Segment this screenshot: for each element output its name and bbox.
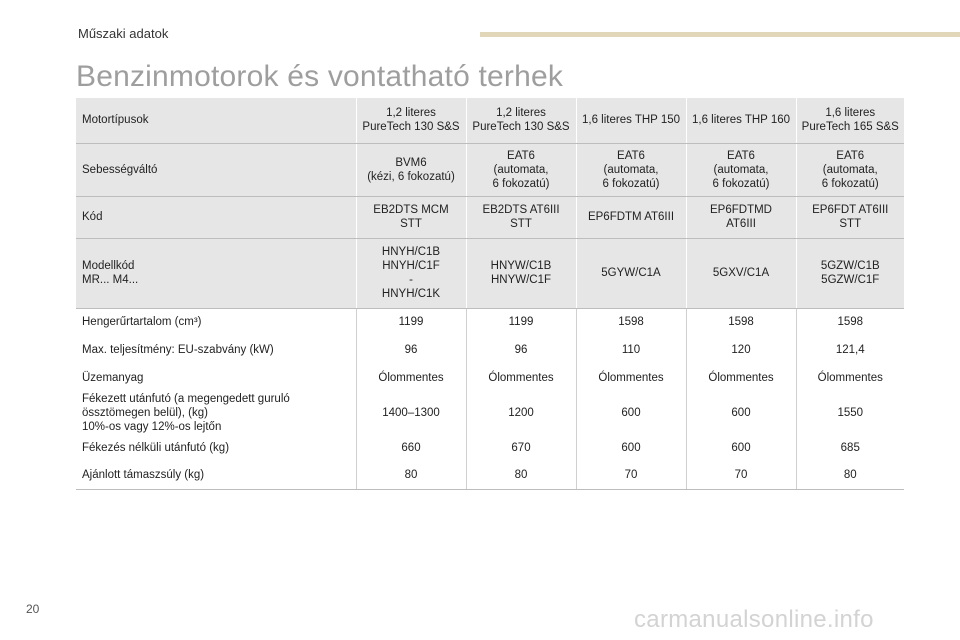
cell-text: HNYW/C1F bbox=[490, 274, 552, 286]
spec-cell bbox=[796, 308, 904, 336]
cell-text: 10%-os vagy 12%-os lejtőn bbox=[82, 421, 222, 433]
cell-text: 600 bbox=[731, 407, 751, 419]
cell-text: 1200 bbox=[508, 407, 534, 419]
spec-cell bbox=[466, 308, 576, 336]
spec-cell bbox=[796, 434, 904, 461]
engine-spec-table bbox=[76, 98, 904, 490]
spec-cell bbox=[466, 392, 576, 434]
cell-text: HNYH/C1B bbox=[381, 246, 441, 258]
page-title: Benzinmotorok és vontatható terhek bbox=[76, 60, 564, 93]
spec-cell bbox=[466, 238, 576, 308]
cell-text: 6 fokozatú) bbox=[821, 177, 879, 190]
cell-text: PureTech 165 S&S bbox=[801, 121, 899, 134]
table-row bbox=[76, 336, 904, 363]
spec-cell bbox=[686, 363, 796, 392]
cell-text: 6 fokozatú) bbox=[602, 177, 660, 190]
cell-text: 600 bbox=[621, 441, 641, 454]
cell-text: BVM6 bbox=[395, 156, 427, 169]
header-bar bbox=[480, 32, 960, 37]
spec-cell bbox=[686, 434, 796, 461]
cell-text: 80 bbox=[843, 468, 857, 481]
spec-cell bbox=[796, 336, 904, 363]
cell-text: (automata, bbox=[603, 163, 659, 176]
row-label bbox=[76, 336, 356, 363]
cell-text: 1,6 literes THP 160 bbox=[691, 114, 791, 127]
cell-text: PureTech 130 S&S bbox=[472, 121, 570, 134]
page-number: 20 bbox=[26, 602, 40, 616]
spec-cell bbox=[356, 392, 466, 434]
spec-cell bbox=[356, 461, 466, 489]
spec-cell bbox=[356, 98, 466, 143]
spec-cell bbox=[796, 238, 904, 308]
cell-text: Motortípusok bbox=[82, 114, 149, 127]
spec-cell bbox=[576, 461, 686, 489]
cell-text: EB2DTS AT6III bbox=[482, 204, 560, 216]
spec-cell bbox=[466, 196, 576, 238]
cell-text: STT bbox=[400, 218, 422, 230]
spec-cell bbox=[576, 336, 686, 363]
row-label bbox=[76, 98, 356, 143]
spec-cell bbox=[796, 461, 904, 489]
cell-text: 660 bbox=[401, 441, 421, 454]
cell-text: Ólommentes bbox=[488, 371, 554, 384]
cell-text: 6 fokozatú) bbox=[492, 177, 550, 190]
spec-cell bbox=[576, 363, 686, 392]
table-row bbox=[76, 143, 904, 196]
spec-cell bbox=[466, 434, 576, 461]
cell-text: 1598 bbox=[837, 316, 864, 329]
spec-cell bbox=[686, 143, 796, 196]
cell-text: Ólommentes bbox=[708, 371, 774, 384]
cell-text: EB2DTS MCM bbox=[373, 204, 449, 216]
cell-text: 1,6 literes THP 150 bbox=[581, 114, 681, 127]
cell-text: 5GYW/C1A bbox=[601, 267, 661, 279]
cell-text: - bbox=[409, 274, 413, 286]
cell-text: 96 bbox=[404, 343, 418, 356]
row-label bbox=[76, 434, 356, 461]
spec-cell bbox=[576, 238, 686, 308]
cell-text: 1598 bbox=[728, 316, 754, 329]
spec-cell bbox=[686, 308, 796, 336]
cell-text: EAT6 bbox=[727, 149, 755, 162]
spec-cell bbox=[356, 363, 466, 392]
row-label bbox=[76, 308, 356, 336]
table-row bbox=[76, 98, 904, 143]
cell-text: EAT6 bbox=[836, 149, 865, 162]
cell-text: STT bbox=[510, 218, 532, 230]
cell-text: 1199 bbox=[508, 316, 534, 329]
table-row bbox=[76, 308, 904, 336]
spec-cell bbox=[466, 336, 576, 363]
spec-cell bbox=[356, 434, 466, 461]
cell-text: EAT6 bbox=[617, 149, 645, 162]
spec-cell bbox=[356, 238, 466, 308]
cell-text: 110 bbox=[621, 343, 641, 356]
cell-text: EAT6 bbox=[507, 149, 535, 162]
cell-text: Ólommentes bbox=[598, 371, 664, 384]
cell-text: 685 bbox=[840, 441, 860, 454]
spec-cell bbox=[686, 336, 796, 363]
spec-cell bbox=[576, 434, 686, 461]
cell-text: Fékezett utánfutó (a megengedett guruló bbox=[82, 393, 290, 405]
spec-cell bbox=[466, 461, 576, 489]
cell-text: Max. teljesítmény: EU-szabvány (kW) bbox=[82, 343, 274, 356]
cell-text: Kód bbox=[82, 211, 103, 223]
spec-cell bbox=[796, 143, 904, 196]
spec-cell bbox=[466, 98, 576, 143]
cell-text: 70 bbox=[734, 468, 748, 481]
cell-text: Ajánlott támaszsúly (kg) bbox=[82, 468, 205, 481]
cell-text: 1,6 literes bbox=[825, 107, 876, 120]
cell-text: 80 bbox=[514, 468, 528, 481]
spec-cell bbox=[796, 363, 904, 392]
table-row bbox=[76, 392, 904, 434]
spec-table-body bbox=[76, 98, 904, 489]
cell-text: 6 fokozatú) bbox=[712, 177, 770, 190]
spec-cell bbox=[796, 98, 904, 143]
cell-text: (automata, bbox=[822, 163, 878, 176]
cell-text: MR... M4... bbox=[82, 274, 139, 286]
cell-text: (kézi, 6 fokozatú) bbox=[367, 170, 455, 183]
spec-cell bbox=[356, 196, 466, 238]
cell-text: STT bbox=[839, 218, 862, 230]
cell-text: 80 bbox=[404, 468, 418, 481]
cell-text: 5GZW/C1F bbox=[821, 274, 880, 286]
section-label: Műszaki adatok bbox=[78, 26, 169, 41]
cell-text: 1598 bbox=[618, 316, 644, 329]
cell-text: 5GZW/C1B bbox=[820, 260, 880, 272]
table-row bbox=[76, 461, 904, 489]
row-label bbox=[76, 363, 356, 392]
cell-text: EP6FDTMD bbox=[710, 204, 772, 216]
spec-cell bbox=[576, 392, 686, 434]
cell-text: 1,2 literes bbox=[386, 107, 436, 120]
spec-cell bbox=[686, 392, 796, 434]
cell-text: Üzemanyag bbox=[82, 371, 144, 384]
cell-text: Sebességváltó bbox=[82, 163, 158, 176]
row-label bbox=[76, 196, 356, 238]
table-row bbox=[76, 196, 904, 238]
spec-cell bbox=[686, 238, 796, 308]
spec-cell bbox=[796, 392, 904, 434]
spec-cell bbox=[466, 143, 576, 196]
cell-text: Modellkód bbox=[82, 260, 135, 272]
cell-text: 600 bbox=[731, 441, 751, 454]
spec-cell bbox=[356, 308, 466, 336]
cell-text: 1,2 literes bbox=[496, 107, 546, 120]
row-label bbox=[76, 461, 356, 489]
cell-text: 121,4 bbox=[835, 343, 865, 356]
cell-text: HNYW/C1B bbox=[490, 260, 552, 272]
spec-cell bbox=[356, 143, 466, 196]
spec-cell bbox=[686, 461, 796, 489]
cell-text: 96 bbox=[514, 343, 528, 356]
table-row bbox=[76, 238, 904, 308]
cell-text: PureTech 130 S&S bbox=[362, 121, 460, 134]
cell-text: EP6FDTM AT6III bbox=[587, 211, 675, 223]
spec-cell bbox=[686, 196, 796, 238]
cell-text: EP6FDT AT6III bbox=[812, 204, 889, 216]
spec-cell bbox=[576, 98, 686, 143]
cell-text: össztömegen belül), (kg) bbox=[82, 407, 208, 419]
cell-text: AT6III bbox=[726, 218, 756, 230]
cell-text: 1400–1300 bbox=[382, 407, 440, 419]
cell-text: (automata, bbox=[713, 163, 769, 176]
cell-text: Fékezés nélküli utánfutó (kg) bbox=[82, 441, 230, 454]
row-label bbox=[76, 392, 356, 434]
watermark: carmanualsonline.info bbox=[634, 606, 874, 633]
spec-cell bbox=[356, 336, 466, 363]
cell-text: Hengerűrtartalom (cm³) bbox=[82, 316, 202, 329]
spec-cell bbox=[796, 196, 904, 238]
cell-text: 670 bbox=[511, 441, 531, 454]
cell-text: HNYH/C1K bbox=[381, 288, 441, 300]
row-label bbox=[76, 143, 356, 196]
table-row bbox=[76, 434, 904, 461]
spec-cell bbox=[576, 308, 686, 336]
cell-text: 120 bbox=[731, 343, 751, 356]
spec-cell bbox=[576, 196, 686, 238]
table-row bbox=[76, 363, 904, 392]
cell-text: HNYH/C1F bbox=[382, 260, 440, 272]
cell-text: Ólommentes bbox=[817, 371, 883, 384]
row-label bbox=[76, 238, 356, 308]
cell-text: 1199 bbox=[398, 316, 424, 329]
cell-text: 5GXV/C1A bbox=[712, 267, 770, 279]
cell-text: 600 bbox=[621, 407, 641, 419]
cell-text: (automata, bbox=[493, 163, 549, 176]
cell-text: 1550 bbox=[837, 407, 864, 419]
spec-cell bbox=[686, 98, 796, 143]
cell-text: Ólommentes bbox=[378, 371, 444, 384]
cell-text: 70 bbox=[624, 468, 638, 481]
spec-cell bbox=[466, 363, 576, 392]
spec-cell bbox=[576, 143, 686, 196]
